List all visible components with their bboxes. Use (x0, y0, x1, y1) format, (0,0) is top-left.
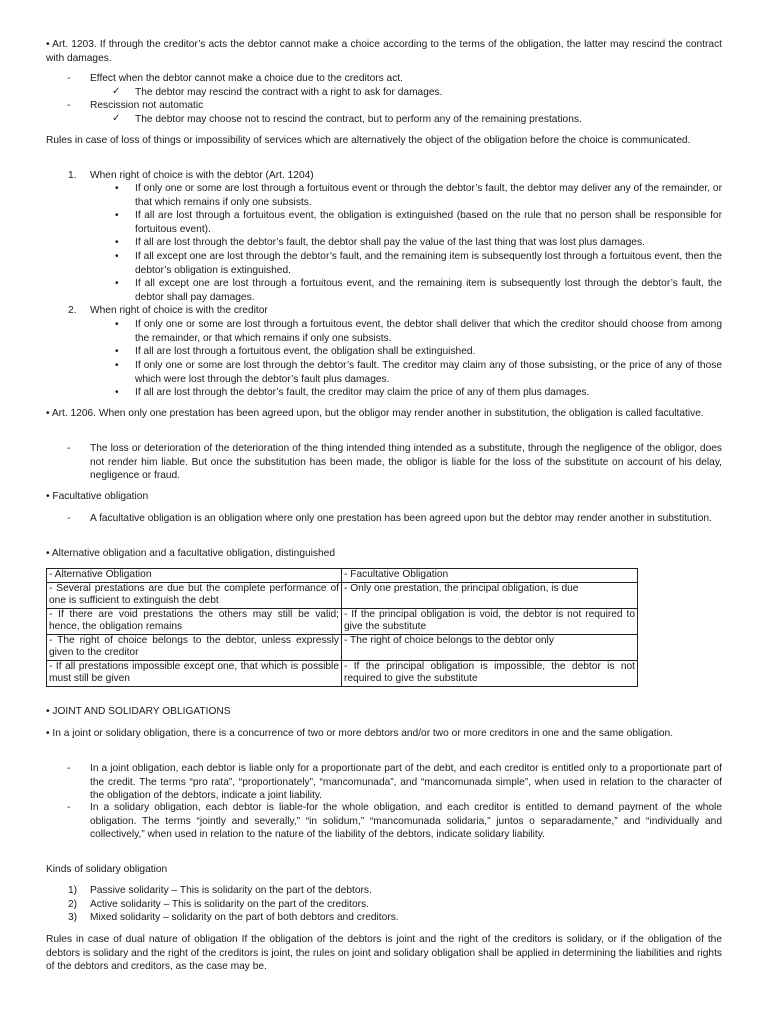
case-2-bullet: If only one or some are lost through a fortuitous event, the debtor shall deliver that which the creditor should choose from among the remainder, or that which remains if only one subsists. (135, 319, 722, 344)
case-2-bullet: If all are lost through a fortuitous event, the obligation shall be extinguished. (135, 346, 476, 357)
table-cell: - If all prestations impossible except one, that which is possible must still be given (47, 660, 342, 686)
table-cell: - Several prestations are due but the complete performance of one is sufficient to extinguish the debt (47, 582, 342, 608)
table-cell: - Alternative Obligation (47, 569, 342, 583)
dash-marker: - (67, 443, 71, 454)
table-row (47, 660, 638, 686)
number-marker: 3) (68, 912, 78, 923)
kinds-item: Mixed solidarity – solidarity on the part of both debtors and creditors. (90, 912, 399, 923)
art-1206-paragraph: • Art. 1206. When only one prestation has been agreed upon, but the obligor may render another in substitution, the obligation is called facultative. (46, 408, 704, 419)
solidary-obligation-definition: In a solidary obligation, each debtor is liable-for the whole obligation, and each creditor is entitled to demand payment of the whole obligation. The terms “jointly and severally,” “in solidum,” “mancomunada solidaria,” juntos o separadamente,” and “individually and collectively,” when used in relation to the nature of the liability of the debtors, indicate solidary liability. (90, 802, 722, 840)
case-1-title: When right of choice is with the debtor (Art. 1204) (90, 170, 314, 181)
dash-marker: - (67, 100, 71, 111)
facultative-heading: • Facultative obligation (46, 491, 149, 502)
case-2-bullet: If all are lost through the debtor’s fault, the creditor may claim the price of any of them plus damages. (135, 387, 590, 398)
number-marker: 2) (68, 899, 78, 910)
check-icon: ✓ (112, 113, 121, 124)
bullet-marker: • (115, 210, 119, 221)
table-row (47, 608, 638, 634)
bullet-marker: • (115, 278, 119, 289)
bullet-marker: • (115, 360, 119, 371)
number-marker: 2. (68, 305, 77, 316)
bullet-marker: • (115, 251, 119, 262)
art-1203-rescission-detail: The debtor may choose not to rescind the contract, but to perform any of the remaining prestations. (135, 114, 582, 125)
art-1203-rescission: Rescission not automatic (90, 100, 204, 111)
dash-marker: - (67, 513, 71, 524)
joint-obligation-definition: In a joint obligation, each debtor is liable only for a proportionate part of the debt, and each creditor is entitled only to a proportionate part of the credit. The terms “pro rata”, “proportionately”, “mancomunada”, and “mancomunada simple”, when used in relation to the character of the obligation of the debtors, indicate a joint liability. (90, 763, 722, 801)
table-row (47, 569, 638, 583)
joint-heading: • JOINT AND SOLIDARY OBLIGATIONS (46, 706, 231, 717)
bullet-marker: • (115, 387, 119, 398)
art-1203-paragraph: • Art. 1203. If through the creditor’s acts the debtor cannot make a choice according to the terms of the obligation, the latter may rescind the contract with damages. (46, 39, 722, 64)
number-marker: 1) (68, 885, 78, 896)
table-cell: - If the principal obligation is void, the debtor is not required to give the substitute (342, 608, 638, 634)
kinds-heading: Kinds of solidary obligation (46, 864, 168, 875)
bullet-marker: • (115, 346, 119, 357)
bullet-marker: • (115, 319, 119, 330)
art-1203-effect: Effect when the debtor cannot make a choice due to the creditors act. (90, 73, 403, 84)
rules-loss-intro: Rules in case of loss of things or impossibility of services which are alternatively the object of the obligation before the choice is communicated. (46, 135, 691, 146)
case-1-bullet: If all except one are lost through a fortuitous event, and the remaining item is subsequently lost through the debtor’s fault, the debtor shall pay damages. (135, 278, 722, 303)
facultative-definition: A facultative obligation is an obligation where only one prestation has been agreed upon but the debtor may render another in substitution. (90, 513, 712, 524)
case-1-bullet: If all except one are lost through the debtor’s fault, and the remaining item is subsequently lost through a fortuitous event, then the debtor’s obligation is extinguished. (135, 251, 722, 276)
dual-nature-paragraph: Rules in case of dual nature of obligation If the obligation of the debtors is joint and the right of the creditors is solidary, or if the obligation of the debtors is solidary and the right of the creditors is joint, the rules on joint and solidary obligation shall be applied in determining the liabilities and rights of the debtors and creditors, as the case may be. (46, 934, 722, 972)
joint-intro: • In a joint or solidary obligation, there is a concurrence of two or more debtors and/or two or more creditors in one and the same obligation. (46, 728, 674, 739)
number-marker: 1. (68, 170, 77, 181)
case-2-bullet: If only one or some are lost through the debtor’s fault. The creditor may claim any of those subsisting, or the price of any of those which were lost through the debtor’s fault plus damages. (135, 360, 722, 385)
case-1-bullet: If only one or some are lost through a fortuitous event or through the debtor’s fault, the debtor may deliver any of the remainder, or that which remains if only one subsists. (135, 183, 722, 208)
case-1-bullet: If all are lost through a fortuitous event, the obligation is extinguished (based on the rule that no person shall be responsible for fortuitous event). (135, 210, 722, 235)
table-row (47, 634, 638, 660)
table-cell: - The right of choice belongs to the debtor only (342, 634, 638, 660)
case-1-bullet: If all are lost through the debtor’s fault, the debtor shall pay the value of the last thing that was lost plus damages. (135, 237, 645, 248)
table-row (47, 582, 638, 608)
kinds-item: Active solidarity – This is solidarity on the part of the creditors. (90, 899, 369, 910)
kinds-item: Passive solidarity – This is solidarity on the part of the debtors. (90, 885, 372, 896)
case-2-title: When right of choice is with the creditor (90, 305, 268, 316)
table-cell: - If there are void prestations the others may still be valid; hence, the obligation remains (47, 608, 342, 634)
art-1203-effect-detail: The debtor may rescind the contract with a right to ask for damages. (135, 87, 443, 98)
dash-marker: - (67, 763, 71, 774)
bullet-marker: • (115, 183, 119, 194)
dash-marker: - (67, 73, 71, 84)
art-1206-substitute: The loss or deterioration of the deterioration of the thing intended thing intended as a substitute, through the negligence of the obligor, does not render him liable. But once the substitution has been made, the obligor is liable for the loss of the substitute on account of his delay, negligence or fraud. (90, 443, 722, 481)
bullet-marker: • (115, 237, 119, 248)
table-cell: - Facultative Obligation (342, 569, 638, 583)
distinguished-heading: • Alternative obligation and a facultative obligation, distinguished (46, 548, 336, 559)
comparison-table (46, 568, 638, 687)
table-cell: - Only one prestation, the principal obligation, is due (342, 582, 638, 608)
dash-marker: - (67, 802, 71, 813)
check-icon: ✓ (112, 86, 121, 97)
table-cell: - If the principal obligation is impossible, the debtor is not required to give the substitute (342, 660, 638, 686)
table-cell: - The right of choice belongs to the debtor, unless expressly given to the creditor (47, 634, 342, 660)
